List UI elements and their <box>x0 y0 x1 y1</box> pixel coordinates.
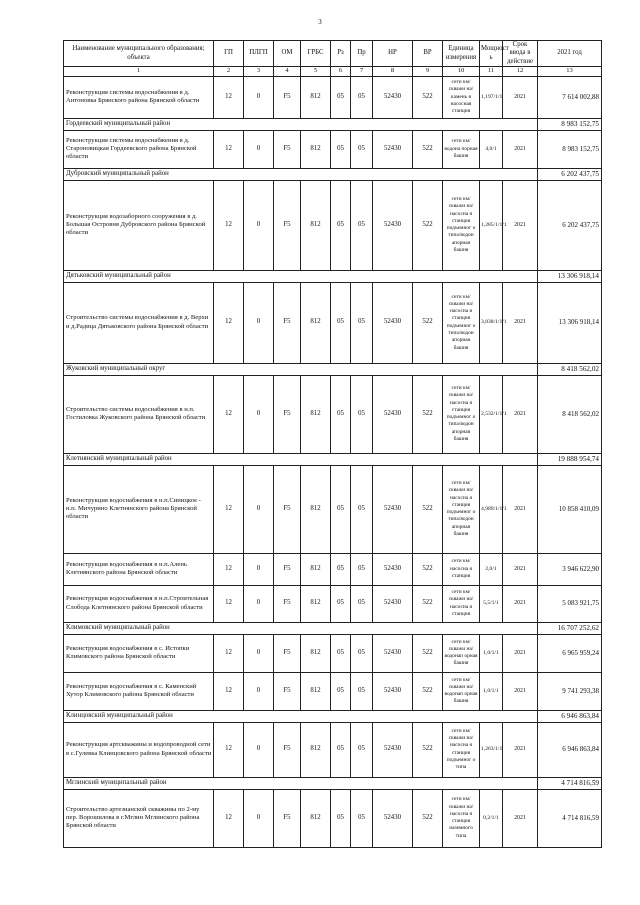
cell-pr: 05 <box>351 180 373 270</box>
cell-sum: 9 741 293,38 <box>538 672 602 710</box>
cell-grbs: 812 <box>301 375 331 453</box>
cell-vr: 522 <box>413 76 443 118</box>
district-total: 8 983 152,75 <box>538 118 602 130</box>
cell-nr: 52430 <box>373 585 413 622</box>
cell-om: F5 <box>274 789 301 847</box>
object-name: Строительство системы водоснабжения в н.п. Гостиловка Жуковского района Брянской области <box>64 375 214 453</box>
cell-pr: 05 <box>351 722 373 777</box>
cell-rz: 05 <box>331 722 351 777</box>
cell-year: 2021 <box>503 76 538 118</box>
cell-grbs: 812 <box>301 789 331 847</box>
cell-pr: 05 <box>351 375 373 453</box>
cell-nr: 52430 <box>373 553 413 585</box>
cell-plgp: 0 <box>244 553 274 585</box>
cell-plgp: 0 <box>244 585 274 622</box>
cell-gp: 12 <box>214 375 244 453</box>
column-number: 12 <box>503 67 538 76</box>
district-total: 16 707 252,62 <box>538 622 602 634</box>
object-row <box>64 76 602 118</box>
cell-rz: 05 <box>331 672 351 710</box>
cell-unit: сети км/скважи на/насосна я станция подъемног о типа/водон апорная башня <box>443 375 480 453</box>
cell-power: 1,0/1/1 <box>480 634 503 672</box>
cell-grbs: 812 <box>301 130 331 168</box>
cell-power: 0,2/1/1 <box>480 789 503 847</box>
cell-vr: 522 <box>413 465 443 553</box>
column-number: 9 <box>413 67 443 76</box>
cell-om: F5 <box>274 634 301 672</box>
cell-power: 4,989/1/1/1 <box>480 465 503 553</box>
cell-rz: 05 <box>331 375 351 453</box>
cell-year: 2021 <box>503 180 538 270</box>
cell-year: 2021 <box>503 789 538 847</box>
cell-pr: 05 <box>351 553 373 585</box>
cell-grbs: 812 <box>301 76 331 118</box>
object-name: Реконструкция водоснабжения в с. Истопки Климовского района Брянской области <box>64 634 214 672</box>
district-row <box>64 168 602 180</box>
column-header: Единица измерения <box>443 41 480 67</box>
cell-nr: 52430 <box>373 722 413 777</box>
cell-sum: 4 714 816,59 <box>538 789 602 847</box>
column-header: НР <box>373 41 413 67</box>
cell-year: 2021 <box>503 282 538 363</box>
object-row <box>64 465 602 553</box>
cell-sum: 5 083 921,75 <box>538 585 602 622</box>
cell-gp: 12 <box>214 465 244 553</box>
cell-om: F5 <box>274 76 301 118</box>
object-name: Реконструкция системы водоснабжения в д. Староновицкая Гордеевского района Брянской области <box>64 130 214 168</box>
district-row <box>64 710 602 722</box>
district-name: Дубровский муниципальный район <box>64 168 538 180</box>
column-number: 6 <box>331 67 351 76</box>
cell-vr: 522 <box>413 375 443 453</box>
column-header: ВР <box>413 41 443 67</box>
cell-om: F5 <box>274 722 301 777</box>
cell-grbs: 812 <box>301 180 331 270</box>
cell-grbs: 812 <box>301 634 331 672</box>
cell-vr: 522 <box>413 789 443 847</box>
cell-sum: 13 306 918,14 <box>538 282 602 363</box>
column-number: 3 <box>244 67 274 76</box>
object-row <box>64 553 602 585</box>
cell-unit: сети км/скважи на/насосна я станция наземного типа <box>443 789 480 847</box>
cell-plgp: 0 <box>244 180 274 270</box>
cell-unit: сети км/скважи на/насосна я станция подъемног о типа/водон апорная башня <box>443 465 480 553</box>
table-body <box>64 76 602 847</box>
cell-pr: 05 <box>351 789 373 847</box>
cell-sum: 7 614 002,88 <box>538 76 602 118</box>
cell-plgp: 0 <box>244 722 274 777</box>
cell-power: 3,838/1/1/1 <box>480 282 503 363</box>
cell-nr: 52430 <box>373 282 413 363</box>
cell-grbs: 812 <box>301 553 331 585</box>
cell-nr: 52430 <box>373 789 413 847</box>
cell-gp: 12 <box>214 672 244 710</box>
cell-unit: сети км/скважи на/насосна я станция <box>443 585 480 622</box>
cell-year: 2021 <box>503 722 538 777</box>
cell-gp: 12 <box>214 76 244 118</box>
cell-power: 2,0/1 <box>480 553 503 585</box>
cell-unit: сети км/скважи на/водонап орная башня <box>443 634 480 672</box>
district-name: Жуковский муниципальный округ <box>64 363 538 375</box>
district-row <box>64 118 602 130</box>
district-name: Мглинский муниципальный район <box>64 777 538 789</box>
object-row <box>64 789 602 847</box>
budget-table <box>63 40 602 848</box>
district-total: 4 714 816,59 <box>538 777 602 789</box>
district-name: Дятьковский муниципальный район <box>64 270 538 282</box>
cell-om: F5 <box>274 180 301 270</box>
district-name: Клетнянский муниципальный район <box>64 453 538 465</box>
cell-pr: 05 <box>351 282 373 363</box>
district-name: Клинцовский муниципальный район <box>64 710 538 722</box>
cell-year: 2021 <box>503 375 538 453</box>
cell-plgp: 0 <box>244 282 274 363</box>
cell-nr: 52430 <box>373 180 413 270</box>
column-number: 7 <box>351 67 373 76</box>
cell-vr: 522 <box>413 722 443 777</box>
cell-gp: 12 <box>214 130 244 168</box>
cell-gp: 12 <box>214 180 244 270</box>
district-row <box>64 270 602 282</box>
cell-vr: 522 <box>413 634 443 672</box>
object-name: Реконструкция водоснабжения в н.п.Алень Клетнянского района Брянской области <box>64 553 214 585</box>
object-row <box>64 722 602 777</box>
cell-om: F5 <box>274 282 301 363</box>
cell-plgp: 0 <box>244 789 274 847</box>
district-total: 19 888 954,74 <box>538 453 602 465</box>
column-number: 10 <box>443 67 480 76</box>
district-row <box>64 622 602 634</box>
cell-rz: 05 <box>331 465 351 553</box>
cell-grbs: 812 <box>301 585 331 622</box>
cell-sum: 6 202 437,75 <box>538 180 602 270</box>
column-header: Рз <box>331 41 351 67</box>
district-total: 6 202 437,75 <box>538 168 602 180</box>
cell-year: 2021 <box>503 634 538 672</box>
cell-plgp: 0 <box>244 76 274 118</box>
cell-power: 4,0/1 <box>480 130 503 168</box>
object-name: Строительство артезианской скважины по 2-му пер. Ворошилова в г.Мглин Мглинского района Брянской области <box>64 789 214 847</box>
cell-sum: 3 946 622,90 <box>538 553 602 585</box>
cell-om: F5 <box>274 465 301 553</box>
cell-unit: сети км/скважи на/насосна я станция подъемног о типа <box>443 722 480 777</box>
cell-vr: 522 <box>413 553 443 585</box>
object-name: Строительство системы водоснабжения в д. Верхи и д.Радица Дятьковского района Брянской области <box>64 282 214 363</box>
cell-grbs: 812 <box>301 722 331 777</box>
cell-grbs: 812 <box>301 282 331 363</box>
cell-gp: 12 <box>214 585 244 622</box>
cell-rz: 05 <box>331 130 351 168</box>
cell-year: 2021 <box>503 585 538 622</box>
column-header: ПЛГП <box>244 41 274 67</box>
cell-rz: 05 <box>331 553 351 585</box>
cell-rz: 05 <box>331 634 351 672</box>
cell-year: 2021 <box>503 553 538 585</box>
cell-rz: 05 <box>331 76 351 118</box>
cell-grbs: 812 <box>301 672 331 710</box>
cell-plgp: 0 <box>244 375 274 453</box>
column-header: Пр <box>351 41 373 67</box>
column-number-row <box>64 67 602 76</box>
object-row <box>64 180 602 270</box>
cell-vr: 522 <box>413 282 443 363</box>
object-row <box>64 585 602 622</box>
cell-sum: 6 965 959,24 <box>538 634 602 672</box>
cell-gp: 12 <box>214 789 244 847</box>
cell-pr: 05 <box>351 672 373 710</box>
column-number: 13 <box>538 67 602 76</box>
object-row <box>64 130 602 168</box>
column-number: 5 <box>301 67 331 76</box>
cell-vr: 522 <box>413 672 443 710</box>
column-header: Срок ввода в действие <box>503 41 538 67</box>
district-total: 13 306 918,14 <box>538 270 602 282</box>
cell-unit: сети км/скважи на/насосна я станция подъемног о типа/водон апорная башня <box>443 180 480 270</box>
column-header: Мощност ь <box>480 41 503 67</box>
district-name: Климовский муниципальный район <box>64 622 538 634</box>
object-row <box>64 672 602 710</box>
object-row <box>64 282 602 363</box>
column-header: Наименование муниципального образования; объекта <box>64 41 214 67</box>
cell-year: 2021 <box>503 130 538 168</box>
district-row <box>64 453 602 465</box>
cell-year: 2021 <box>503 465 538 553</box>
cell-pr: 05 <box>351 76 373 118</box>
cell-pr: 05 <box>351 585 373 622</box>
cell-om: F5 <box>274 553 301 585</box>
column-header: ГРБС <box>301 41 331 67</box>
cell-pr: 05 <box>351 130 373 168</box>
cell-gp: 12 <box>214 722 244 777</box>
cell-power: 5,5/1/1 <box>480 585 503 622</box>
cell-vr: 522 <box>413 130 443 168</box>
column-number: 4 <box>274 67 301 76</box>
cell-sum: 6 946 863,84 <box>538 722 602 777</box>
cell-sum: 10 858 410,09 <box>538 465 602 553</box>
page-number: 3 <box>318 18 322 26</box>
cell-pr: 05 <box>351 634 373 672</box>
cell-vr: 522 <box>413 180 443 270</box>
cell-power: 1,0/1/1 <box>480 672 503 710</box>
cell-unit: сети км/скважи на/камень я насосная станция <box>443 76 480 118</box>
object-name: Реконструкция водоснабжения в с. Каменский Хутор Климовского района Брянской области <box>64 672 214 710</box>
cell-plgp: 0 <box>244 634 274 672</box>
column-number: 2 <box>214 67 244 76</box>
district-row <box>64 777 602 789</box>
header-row <box>64 41 602 67</box>
cell-om: F5 <box>274 585 301 622</box>
cell-grbs: 812 <box>301 465 331 553</box>
cell-plgp: 0 <box>244 672 274 710</box>
cell-unit: сети км/скважи на/насосна я станция подъемног о типа/водон апорная башня <box>443 282 480 363</box>
cell-rz: 05 <box>331 789 351 847</box>
object-name: Реконструкция водозаборного сооружения в д. Большая Островня Дубровского района Брянской области <box>64 180 214 270</box>
district-name: Гордеевский муниципальный район <box>64 118 538 130</box>
object-name: Реконструкция водоснабжения в н.п.Синицкое - н.п. Мичурино Клетнянского района Брянской области <box>64 465 214 553</box>
cell-plgp: 0 <box>244 465 274 553</box>
cell-nr: 52430 <box>373 76 413 118</box>
object-name: Реконструкция системы водоснабжения в д. Антоновка Брянского района Брянской области <box>64 76 214 118</box>
cell-rz: 05 <box>331 282 351 363</box>
district-total: 6 946 863,84 <box>538 710 602 722</box>
column-header: 2021 год <box>538 41 602 67</box>
cell-nr: 52430 <box>373 465 413 553</box>
object-name: Реконструкция артскважины и водопроводной сети в с.Гулевка Клинцовского района Брянской области <box>64 722 214 777</box>
cell-unit: сети км/насосна я станция <box>443 553 480 585</box>
cell-gp: 12 <box>214 553 244 585</box>
object-row <box>64 634 602 672</box>
object-row <box>64 375 602 453</box>
district-row <box>64 363 602 375</box>
cell-power: 1,263/1/1 <box>480 722 503 777</box>
cell-power: 1,197/1/1 <box>480 76 503 118</box>
cell-nr: 52430 <box>373 672 413 710</box>
cell-year: 2021 <box>503 672 538 710</box>
cell-gp: 12 <box>214 634 244 672</box>
column-number: 11 <box>480 67 503 76</box>
cell-rz: 05 <box>331 585 351 622</box>
cell-gp: 12 <box>214 282 244 363</box>
object-name: Реконструкция водоснабжения в н.п.Строительная Слобода Клетнянского района Брянской области <box>64 585 214 622</box>
cell-power: 2,532/1/1/1 <box>480 375 503 453</box>
cell-om: F5 <box>274 672 301 710</box>
cell-vr: 522 <box>413 585 443 622</box>
column-header: ГП <box>214 41 244 67</box>
cell-pr: 05 <box>351 465 373 553</box>
cell-rz: 05 <box>331 180 351 270</box>
cell-sum: 8 418 562,02 <box>538 375 602 453</box>
cell-om: F5 <box>274 375 301 453</box>
cell-unit: сети км/скважи на/водонап орная башня <box>443 672 480 710</box>
cell-plgp: 0 <box>244 130 274 168</box>
column-number: 1 <box>64 67 214 76</box>
cell-nr: 52430 <box>373 130 413 168</box>
column-number: 8 <box>373 67 413 76</box>
cell-power: 1,285/1/1/1 <box>480 180 503 270</box>
column-header: ОМ <box>274 41 301 67</box>
cell-nr: 52430 <box>373 375 413 453</box>
district-total: 8 418 562,02 <box>538 363 602 375</box>
cell-om: F5 <box>274 130 301 168</box>
cell-sum: 8 983 152,75 <box>538 130 602 168</box>
cell-nr: 52430 <box>373 634 413 672</box>
cell-unit: сети км/водона порная башня <box>443 130 480 168</box>
